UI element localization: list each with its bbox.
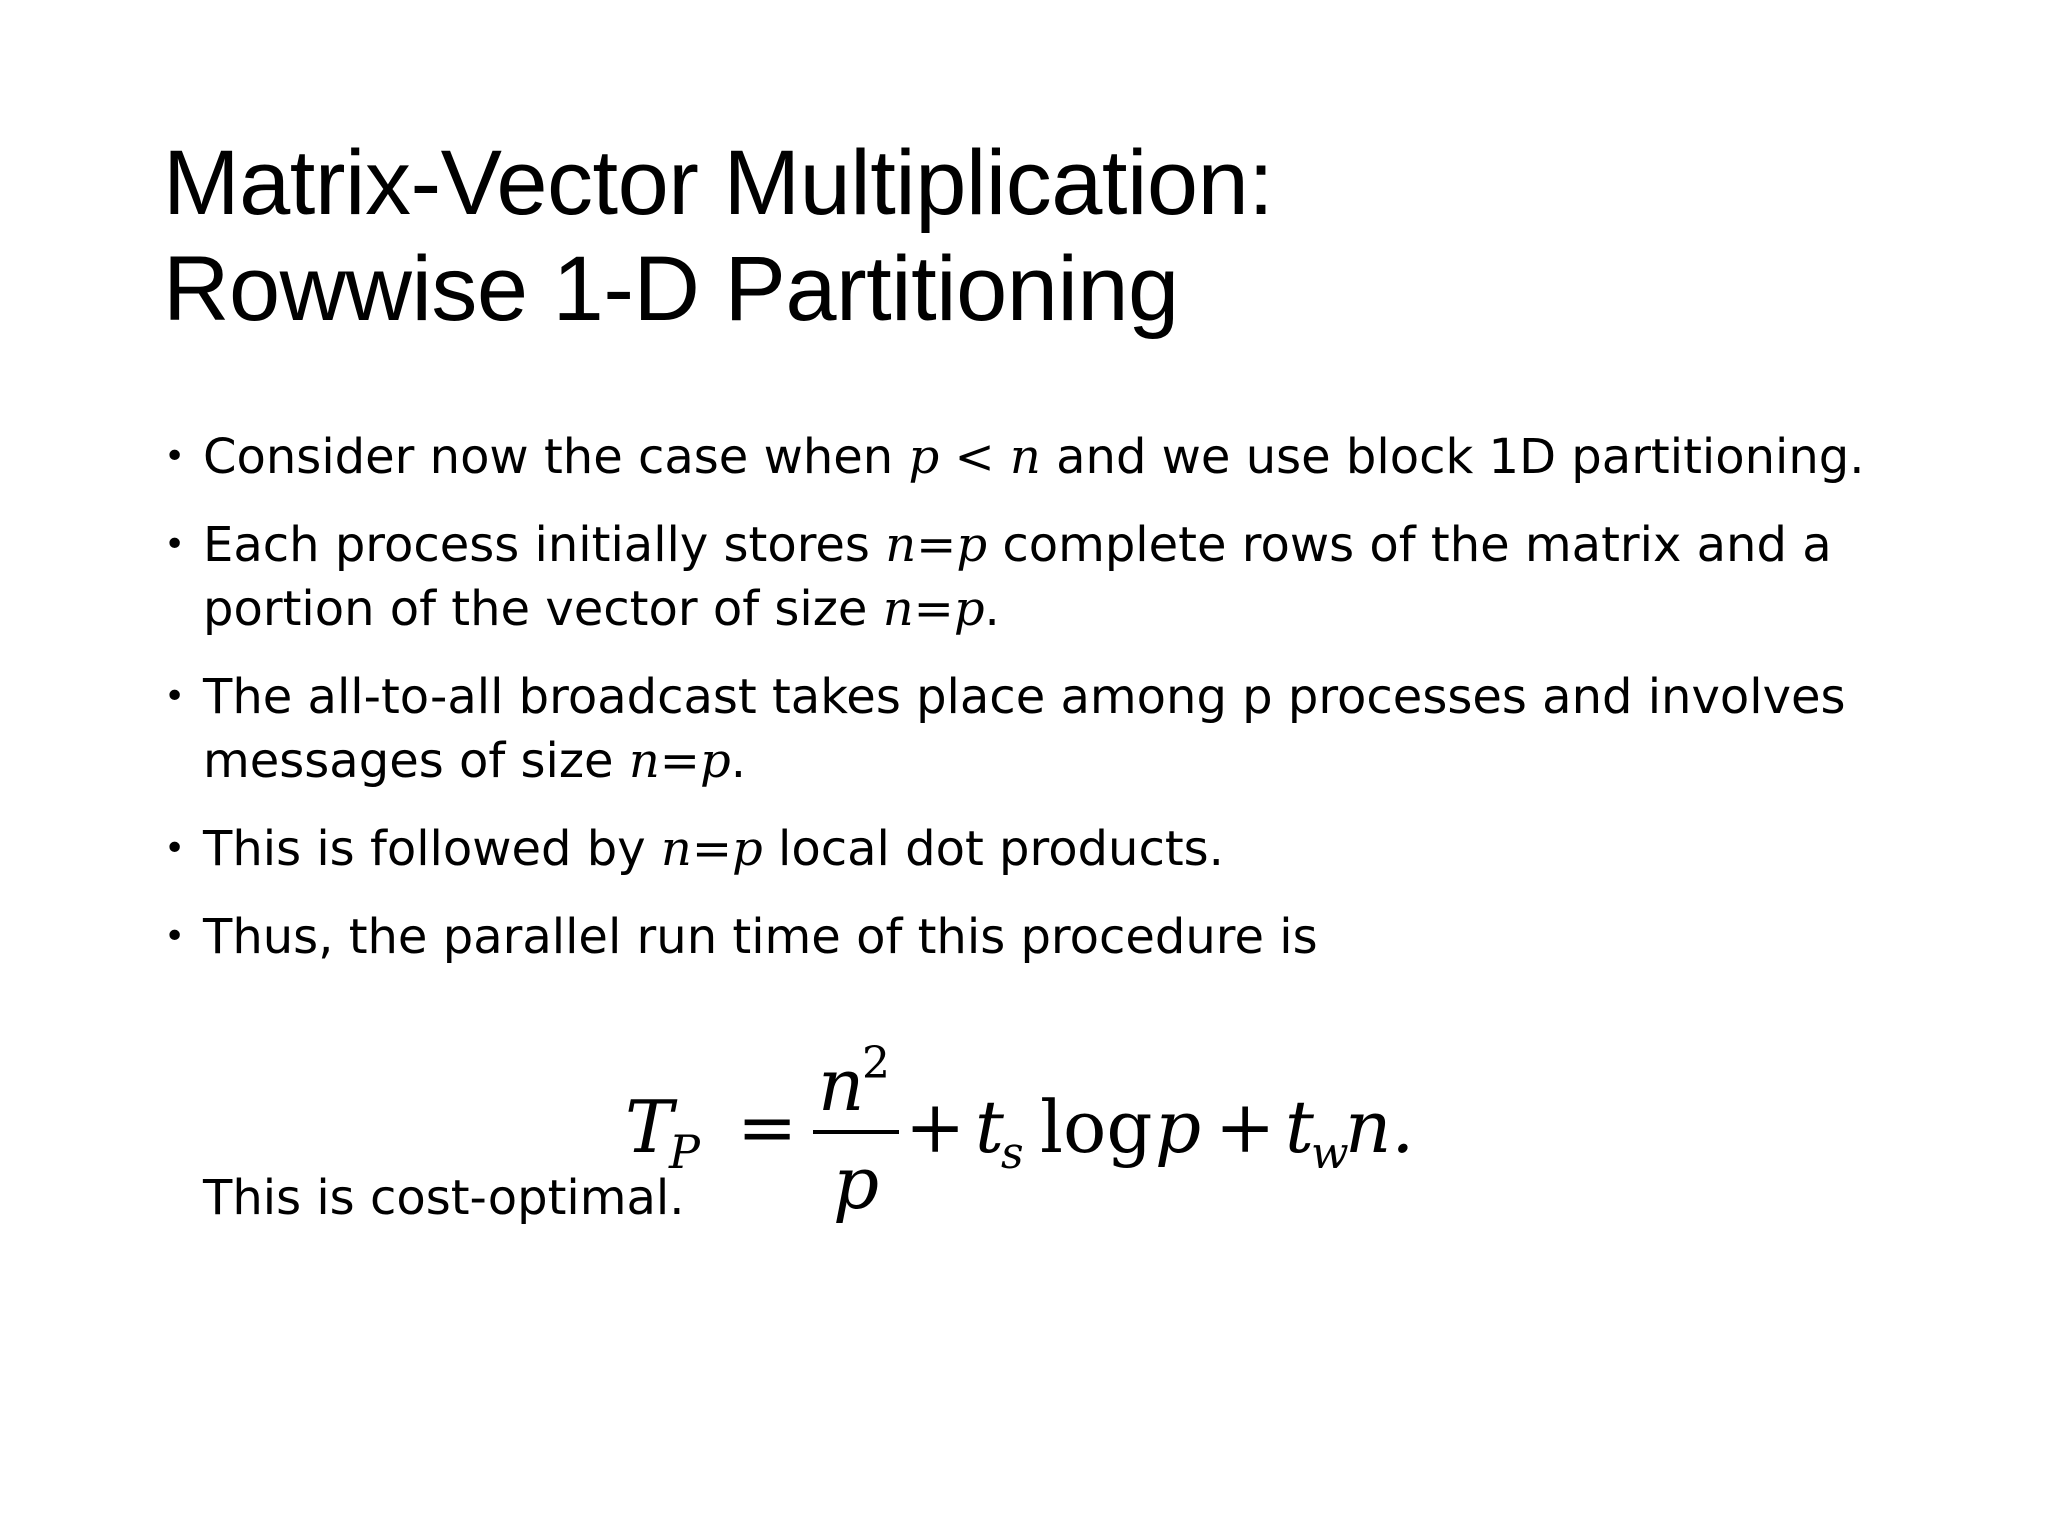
bullet-line	[203, 729, 1920, 793]
bullet-item	[160, 817, 1920, 881]
conclusion-text: This is cost-optimal.	[203, 1170, 685, 1226]
bullet-text: and we use block 1D partitioning.	[1040, 429, 1865, 485]
run-time-equation	[625, 1028, 1415, 1228]
bullet-dot-icon: •	[164, 916, 186, 957]
math-expression: n=p	[660, 821, 763, 877]
equation-ts-subscript: s	[1001, 1128, 1024, 1179]
slide-title	[163, 130, 1273, 342]
bullet-list	[160, 425, 1920, 993]
bullet-text: local dot products.	[762, 821, 1224, 877]
bullet-text: The all-to-all broadcast takes place among p processes and involves	[203, 669, 1846, 725]
bullet-dot-icon: •	[164, 436, 186, 477]
equation-tail: n.	[1345, 1085, 1415, 1169]
bullet-item	[160, 665, 1920, 793]
math-expression: n=p	[628, 733, 731, 789]
equation-tw: t	[1285, 1085, 1314, 1169]
bullet-line	[203, 513, 1920, 577]
equation-tw-subscript: w	[1311, 1128, 1349, 1179]
bullet-text: .	[984, 581, 1000, 637]
bullet-text: messages of size	[203, 733, 629, 789]
fraction-bar	[813, 1130, 899, 1134]
equation-numerator: n	[818, 1043, 865, 1127]
equation-log-argument: p	[1155, 1085, 1202, 1169]
equation-lhs-subscript: P	[669, 1125, 700, 1179]
math-expression: p < n	[908, 429, 1041, 485]
equation-numerator-exponent: 2	[862, 1038, 890, 1089]
equation-ts: t	[975, 1085, 1004, 1169]
bullet-text: Each process initially stores	[203, 517, 886, 573]
bullet-text: portion of the vector of size	[203, 581, 883, 637]
bullet-text: This is followed by	[203, 821, 661, 877]
equation-denominator: p	[833, 1141, 880, 1225]
math-expression: n=p	[885, 517, 988, 573]
bullet-dot-icon: •	[164, 524, 186, 565]
bullet-item	[160, 905, 1920, 969]
equation-log: log	[1040, 1085, 1153, 1169]
bullet-line	[203, 425, 1920, 489]
slide-title-line2: Rowwise 1-D Partitioning	[163, 238, 1179, 340]
equation-plus: +	[1215, 1085, 1276, 1169]
bullet-line	[203, 905, 1920, 969]
bullet-text: Consider now the case when	[203, 429, 909, 485]
bullet-line	[203, 577, 1920, 641]
bullet-text: complete rows of the matrix and a	[987, 517, 1832, 573]
equation-equals: =	[737, 1085, 798, 1169]
equation-lhs: T	[625, 1085, 674, 1169]
bullet-dot-icon: •	[164, 676, 186, 717]
slide-title-line1: Matrix-Vector Multiplication:	[163, 132, 1274, 234]
equation-plus: +	[905, 1085, 966, 1169]
bullet-text: Thus, the parallel run time of this procedure is	[203, 909, 1318, 965]
bullet-line	[203, 665, 1920, 729]
bullet-dot-icon: •	[164, 828, 186, 869]
bullet-text: .	[730, 733, 746, 789]
math-expression: n=p	[882, 581, 985, 637]
bullet-line	[203, 817, 1920, 881]
bullet-item	[160, 425, 1920, 489]
equation-figure	[625, 1028, 1415, 1228]
bullet-item	[160, 513, 1920, 641]
